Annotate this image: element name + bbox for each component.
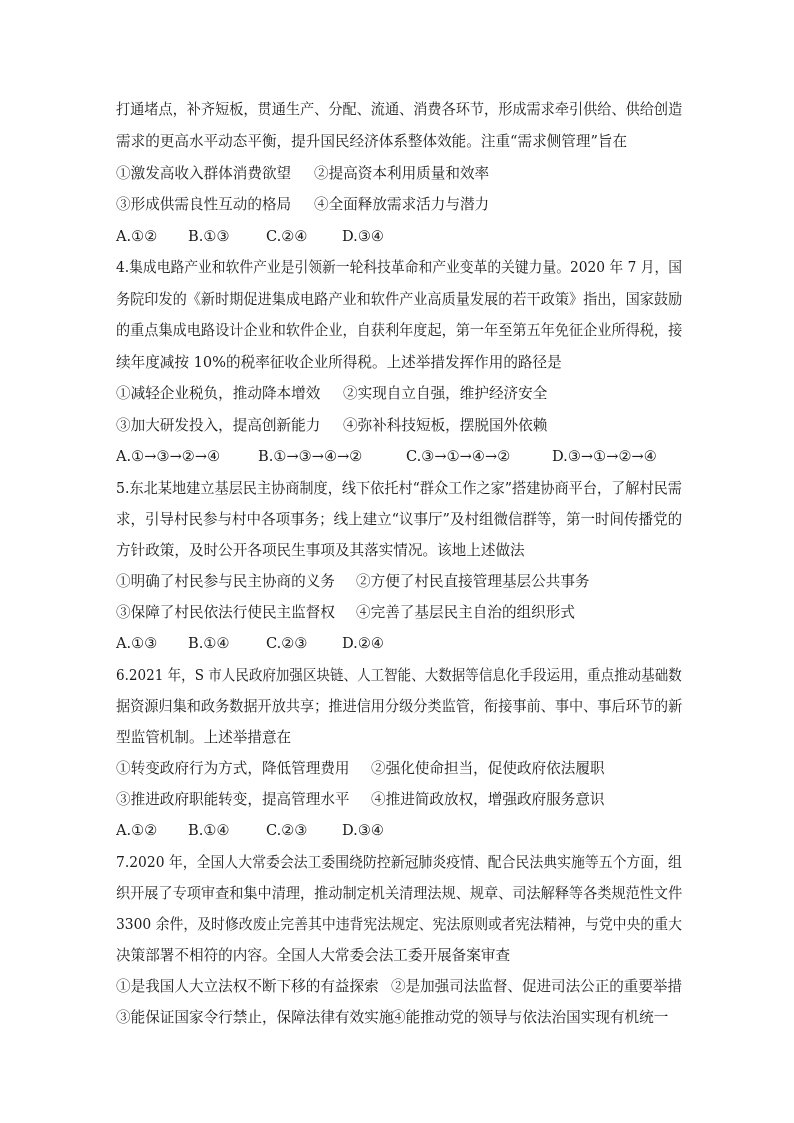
q7-text-line: 7.2020 年，全国人大常委会法工委围绕防控新冠肺炎疫情、配合民法典实施等五个方面，组 xyxy=(116,854,682,871)
q4-answer-a: A.①→③→②→④ xyxy=(116,448,221,465)
q4-option-1: ①减轻企业税负，推动降本增效 xyxy=(116,385,321,402)
q7-option-4: ④能推动党的领导与依法治国实现有机统一 xyxy=(391,1009,669,1026)
q3-option-1: ①激发高收入群体消费欲望 xyxy=(116,165,292,182)
q6-answer-c: C.②③ xyxy=(266,822,308,839)
q5-option-2: ②方便了村民直接管理基层公共事务 xyxy=(356,573,590,590)
q5-text-line: 5.东北某地建立基层民主协商制度，线下依托村“群众工作之家”搭建协商平台，了解村民需 xyxy=(116,480,682,497)
q3-option-4: ④全面释放需求活力与潜力 xyxy=(314,196,490,213)
q3-answer-d: D.③④ xyxy=(342,228,384,245)
q7-option-3: ③能保证国家令行禁止，保障法律有效实施 xyxy=(116,1009,394,1026)
q4-text-line: 续年度减按 10%的税率征收企业所得税。上述举措发挥作用的路径是 xyxy=(116,354,562,371)
q7-text-line: 织开展了专项审查和集中清理，推动制定机关清理法规、规章、司法解释等各类规范性文件 xyxy=(116,885,683,902)
q6-text-line: 6.2021 年，S 市人民政府加强区块链、人工智能、大数据等信息化手段运用，重点推动基础数 xyxy=(116,667,682,684)
q7-text-line: 3300 余件，及时修改废止完善其中违背宪法规定、宪法原则或者宪法精神，与党中央的重大 xyxy=(116,916,682,933)
q3-text-line: 需求的更高水平动态平衡，提升国民经济体系整体效能。注重“需求侧管理”旨在 xyxy=(116,133,628,150)
q5-answer-a: A.①③ xyxy=(116,635,158,652)
q5-option-1: ①明确了村民参与民主协商的义务 xyxy=(116,573,335,590)
q4-option-3: ③加大研发投入，提高创新能力 xyxy=(116,417,321,434)
q6-option-3: ③推进政府职能转变，提高管理水平 xyxy=(116,791,350,808)
q5-text-line: 求，引导村民参与村中各项事务；线上建立“议事厅”及村组微信群等，第一时间传播党的 xyxy=(116,511,683,528)
q5-answer-c: C.②③ xyxy=(266,635,308,652)
q6-option-1: ①转变政府行为方式，降低管理费用 xyxy=(116,760,350,777)
q3-option-3: ③形成供需良性互动的格局 xyxy=(116,196,292,213)
q5-answer-b: B.①④ xyxy=(188,635,230,652)
q5-option-3: ③保障了村民依法行使民主监督权 xyxy=(116,604,335,621)
q3-answer-c: C.②④ xyxy=(266,228,308,245)
q4-text-line: 4.集成电路产业和软件产业是引领新一轮科技革命和产业变革的关键力量。2020 年 7 月，国 xyxy=(116,259,683,276)
q6-text-line: 据资源归集和政务数据开放共享；推进信用分级分类监管，衔接事前、事中、事后环节的新 xyxy=(116,698,683,715)
q3-option-2: ②提高资本利用质量和效率 xyxy=(314,165,490,182)
q6-option-4: ④推进简政放权，增强政府服务意识 xyxy=(371,791,605,808)
q4-answer-b: B.①→③→④→② xyxy=(258,448,363,465)
q7-option-1: ①是我国人大立法权不断下移的有益探索 xyxy=(116,978,379,995)
q4-text-line: 的重点集成电路设计企业和软件企业，自获利年度起，第一年至第五年免征企业所得税，接 xyxy=(116,322,683,339)
q7-text-line: 决策部署不相符的内容。全国人大常委会法工委开展备案审查 xyxy=(116,947,511,964)
q7-option-2: ②是加强司法监督、促进司法公正的重要举措 xyxy=(391,978,683,995)
q6-answer-d: D.③④ xyxy=(342,822,384,839)
q6-text-line: 型监管机制。上述举措意在 xyxy=(116,729,292,746)
q4-option-2: ②实现自立自强，维护经济安全 xyxy=(343,385,548,402)
q4-option-4: ④弥补科技短板，摆脱国外依赖 xyxy=(343,417,548,434)
q3-text-line: 打通堵点，补齐短板，贯通生产、分配、流通、消费各环节，形成需求牵引供给、供给创造 xyxy=(116,101,683,118)
q5-text-line: 方针政策，及时公开各项民生事项及其落实情况。该地上述做法 xyxy=(116,542,525,559)
q6-answer-b: B.①④ xyxy=(188,822,230,839)
q4-answer-c: C.③→①→④→② xyxy=(406,448,511,465)
q3-answer-b: B.①③ xyxy=(188,228,230,245)
q5-option-4: ④完善了基层民主自治的组织形式 xyxy=(356,604,575,621)
q5-answer-d: D.②④ xyxy=(342,635,384,652)
q4-answer-d: D.③→①→②→④ xyxy=(552,448,657,465)
q4-text-line: 务院印发的《新时期促进集成电路产业和软件产业高质量发展的若干政策》指出，国家鼓励 xyxy=(116,291,683,308)
q6-option-2: ②强化使命担当，促使政府依法履职 xyxy=(371,760,605,777)
q3-answer-a: A.①② xyxy=(116,228,158,245)
q6-answer-a: A.①② xyxy=(116,822,158,839)
